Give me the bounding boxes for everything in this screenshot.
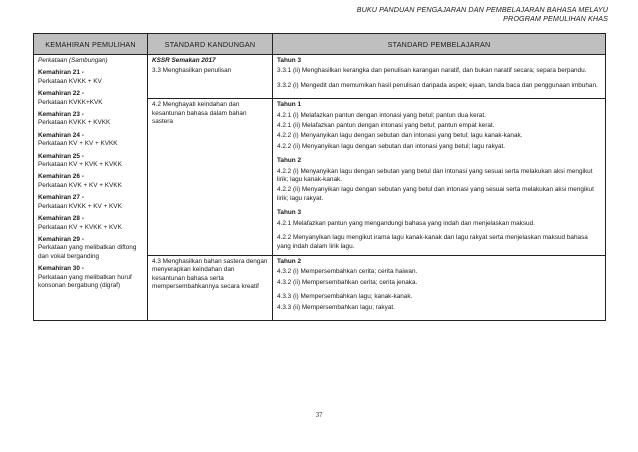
skill-name: Kemahiran 25 - bbox=[38, 152, 84, 160]
header-line-2: PROGRAM PEMULIHAN KHAS bbox=[503, 14, 608, 23]
skill-name: Kemahiran 29 - bbox=[38, 235, 84, 243]
standard-kandungan-cell bbox=[148, 255, 273, 320]
standard-kandungan-cell bbox=[148, 55, 273, 99]
standard-pembelajaran-cell bbox=[273, 255, 606, 320]
sp-line: 4.2.1 (i) Melafazkan pantun dengan intonasi yang betul; pantun dua kerat. bbox=[277, 111, 486, 119]
skill-name: Kemahiran 24 - bbox=[38, 131, 84, 139]
skill-name: Kemahiran 22 - bbox=[38, 90, 84, 98]
list-item bbox=[38, 173, 143, 190]
skill-desc: Perkataan KV + KV + KVKK bbox=[38, 140, 118, 148]
year-title: Tahun 3 bbox=[277, 57, 302, 64]
skill-desc: Perkataan KVKK + KVKK bbox=[38, 119, 111, 127]
curriculum-table bbox=[33, 33, 606, 321]
header-line-1: BUKU PANDUAN PENGAJARAN DAN PEMBELAJARAN BAHASA MELAYU bbox=[356, 5, 608, 14]
page-number: 37 bbox=[315, 412, 323, 419]
running-header bbox=[357, 5, 608, 23]
list-item bbox=[38, 69, 143, 86]
sp-line: 4.2.2 (i) Menyanyikan lagu dengan sebutan dan intonasi yang betul; lagu kanak-kanak. bbox=[277, 132, 523, 140]
sk-title: KSSR Semakan 2017 bbox=[152, 57, 216, 64]
kemahiran-cell bbox=[34, 55, 148, 321]
list-item bbox=[38, 132, 143, 149]
sk-text: 4.2 Menghayati keindahan dan kesantunan bahasa dalam bahan sastera bbox=[152, 101, 247, 126]
skill-desc: Perkataan KV + KVKK + KVK bbox=[38, 223, 122, 231]
sp-line: 4.2.2 Menyanyikan lagu mengikut irama lagu kanak-kanak dan lagu rakyat serta menjelaskan maksud bahasa yang indah dalam lirik lagu. bbox=[277, 234, 588, 250]
sp-line: 4.3.3 (ii) Mempersembahkan lagu; rakyat. bbox=[277, 303, 395, 311]
list-item bbox=[38, 111, 143, 128]
sp-line: 4.2.2 (ii) Menyanyikan lagu dengan sebutan yang betul dan intonasi yang sesuai serta melakukan aksi mengikut lirik; lagu rakyat. bbox=[277, 186, 594, 202]
list-item bbox=[38, 194, 143, 211]
year-title: Tahun 2 bbox=[277, 157, 302, 165]
skill-desc: Perkataan KV + KVK + KVKK bbox=[38, 161, 122, 169]
skill-desc: Perkataan KVKK + KV bbox=[38, 77, 102, 85]
table-row bbox=[34, 55, 606, 99]
list-item bbox=[38, 90, 143, 107]
table-header-row bbox=[34, 34, 606, 55]
sp-line: 4.2.1 (ii) Melafazkan pantun dengan intonasi yang betul; pantun empat kerat. bbox=[277, 122, 495, 130]
standard-pembelajaran-cell bbox=[273, 55, 606, 99]
kemahiran-section-title: Perkataan (Sambungan) bbox=[38, 57, 108, 64]
skill-desc: Perkataan yang melibatkan diftong dan vokal berganding bbox=[38, 244, 137, 260]
skill-desc: Perkataan yang melibatkan huruf konsonan bergabung (digraf) bbox=[38, 273, 132, 289]
sp-line: 4.3.3 (i) Mempersembahkan lagu; kanak-kanak. bbox=[277, 293, 413, 301]
list-item bbox=[38, 236, 143, 261]
skill-name: Kemahiran 27 - bbox=[38, 194, 84, 202]
standard-kandungan-cell bbox=[148, 99, 273, 256]
sp-line: 3.3.1 (ii) Menghasilkan kerangka dan penulisan karangan naratif, dan bukan naratif secara; separa berpandu. bbox=[277, 67, 587, 75]
sk-text: 3.3 Menghasilkan penulisan bbox=[152, 67, 232, 75]
skill-name: Kemahiran 30 - bbox=[38, 265, 84, 273]
sp-line: 4.3.2 (ii) Mempersembahkan cerita; cerita jenaka. bbox=[277, 278, 418, 286]
year-title: Tahun 3 bbox=[277, 209, 302, 217]
header-standard-pembelajaran: STANDARD PEMBELAJARAN bbox=[273, 34, 606, 55]
list-item bbox=[38, 215, 143, 232]
skill-desc: Perkataan KVK + KV + KVKK bbox=[38, 181, 122, 189]
sp-line: 4.2.2 (i) Menyanyikan lagu dengan sebutan yang betul dan intonasi yang sesuai serta melakukan aksi mengikut lirik; lagu kanak-kanak. bbox=[277, 167, 593, 184]
sp-line: 4.2.1 Melafazkan pantun yang mengandungi bahasa yang indah dan menjelaskan maksud. bbox=[277, 219, 535, 227]
sp-line: 4.3.2 (i) Mempersembahkan cerita; cerita haiwan. bbox=[277, 268, 418, 276]
skill-name: Kemahiran 28 - bbox=[38, 215, 84, 223]
skill-name: Kemahiran 26 - bbox=[38, 173, 84, 181]
header-standard-kandungan: STANDARD KANDUNGAN bbox=[148, 34, 273, 55]
year-title: Tahun 2 bbox=[277, 257, 302, 265]
skill-desc: Perkataan KVKK + KV + KVK bbox=[38, 202, 122, 210]
sk-text: 4.3 Menghasilkan bahan sastera dengan menyerapkan keindahan dan kesantunan bahasa serta mempersembahkannya secara kreatif bbox=[152, 257, 268, 291]
sp-line: 3.3.2 (i) Mengedit dan memurnikan hasil penulisan daripada aspek; ejaan, tanda baca dan penggunaan imbuhan. bbox=[277, 81, 598, 89]
year-title: Tahun 1 bbox=[277, 101, 302, 109]
skill-name: Kemahiran 21 - bbox=[38, 69, 84, 77]
list-item bbox=[38, 153, 143, 170]
header-kemahiran: KEMAHIRAN PEMULIHAN bbox=[34, 34, 148, 55]
sp-line: 4.2.2 (ii) Menyanyikan lagu dengan sebutan dan intonasi yang betul; lagu rakyat. bbox=[277, 142, 506, 150]
skill-desc: Perkataan KVKK+KVK bbox=[38, 98, 103, 106]
standard-pembelajaran-cell bbox=[273, 99, 606, 256]
skill-name: Kemahiran 23 - bbox=[38, 111, 84, 119]
list-item bbox=[38, 265, 143, 290]
